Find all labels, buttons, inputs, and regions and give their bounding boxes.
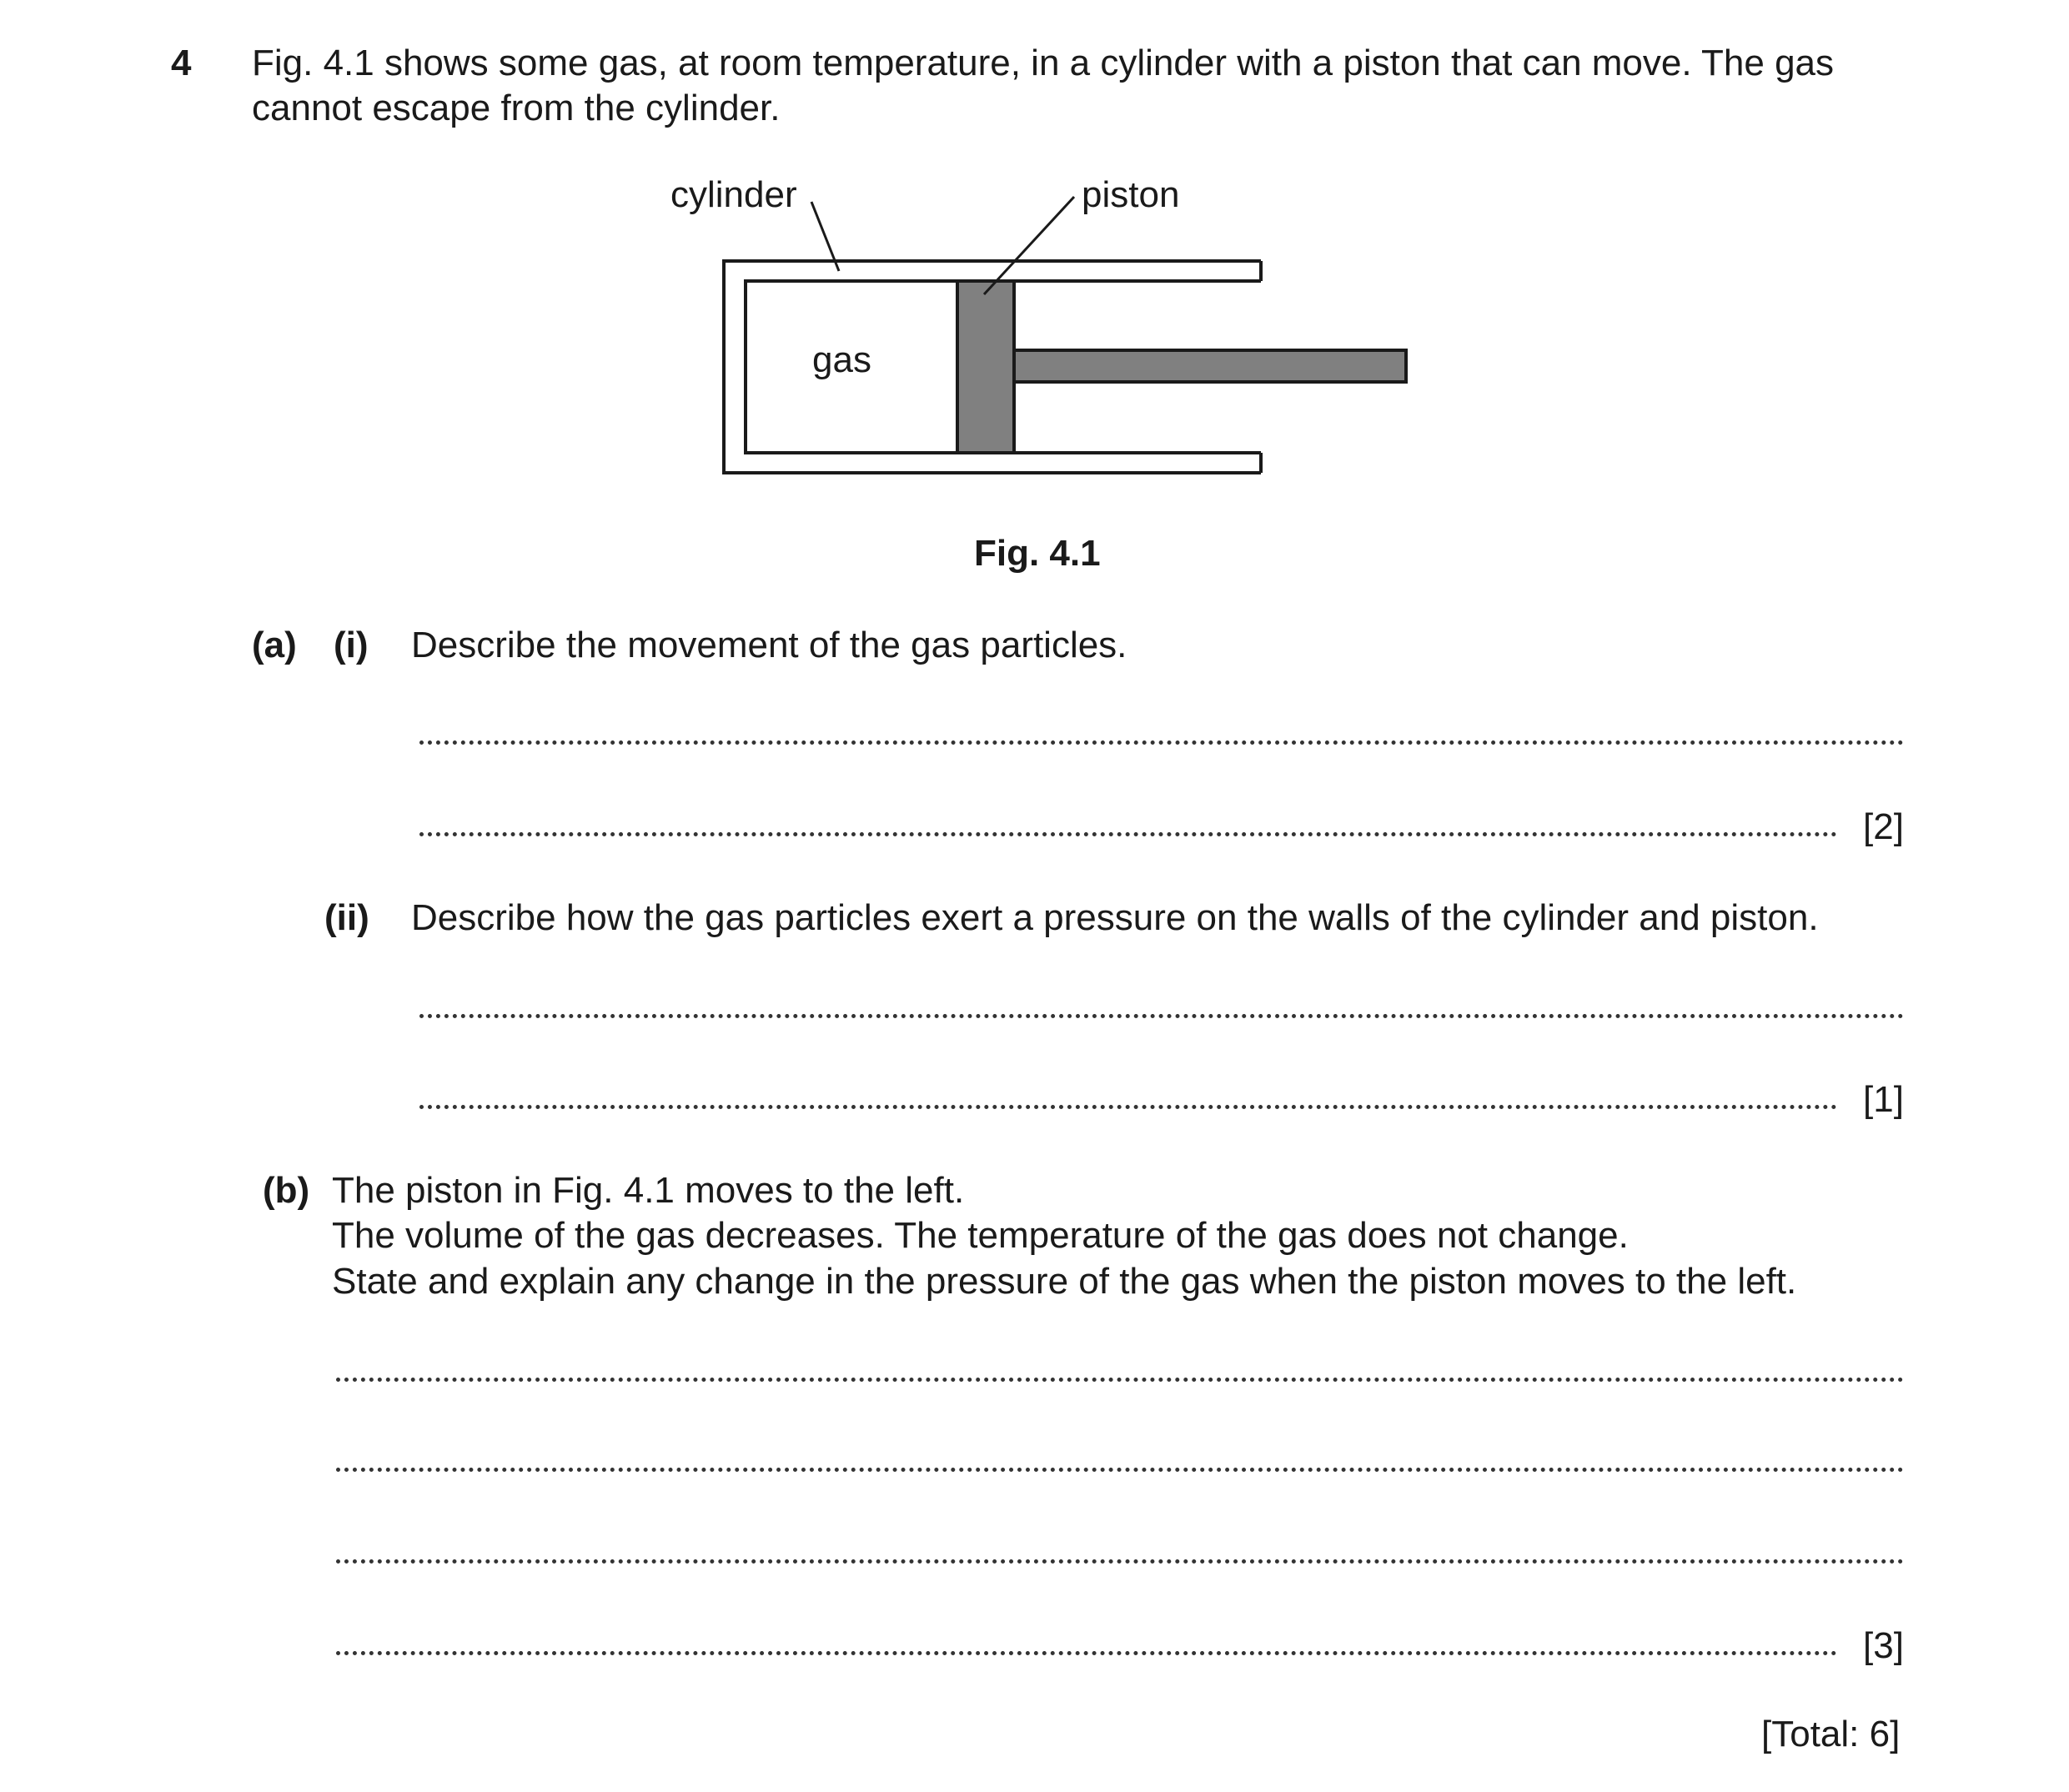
answer-line-b-4[interactable] [336, 1651, 1837, 1655]
question-number: 4 [171, 43, 192, 83]
piston-head [957, 281, 1014, 453]
answer-line-a-i-1[interactable] [419, 740, 1904, 745]
answer-line-b-3[interactable] [336, 1559, 1904, 1564]
part-a-ii-question: Describe how the gas particles exert a pressure on the walls of the cylinder and piston. [411, 897, 1819, 938]
part-b-line2: The volume of the gas decreases. The temperature of the gas does not change. [332, 1215, 1629, 1256]
marks-a-i: [2] [1863, 806, 1904, 847]
part-b-line3: State and explain any change in the pressure of the gas when the piston moves to the left. [332, 1261, 1797, 1302]
part-a-label: (a) [252, 625, 297, 665]
question-intro-line2: cannot escape from the cylinder. [252, 88, 781, 128]
total-marks: [Total: 6] [1761, 1714, 1901, 1754]
cylinder-piston-diagram [0, 0, 2069, 600]
part-a-i-label: (i) [334, 625, 369, 665]
answer-line-b-2[interactable] [336, 1468, 1904, 1472]
label-gas: gas [812, 339, 871, 380]
answer-line-a-ii-1[interactable] [419, 1014, 1904, 1018]
part-b-line1: The piston in Fig. 4.1 moves to the left. [332, 1170, 965, 1211]
part-b-label: (b) [263, 1170, 310, 1211]
answer-line-a-i-2[interactable] [419, 832, 1837, 836]
label-piston: piston [1082, 174, 1180, 215]
answer-line-b-1[interactable] [336, 1378, 1904, 1382]
piston-rod [1014, 350, 1406, 382]
part-a-i-question: Describe the movement of the gas particles. [411, 625, 1127, 665]
marks-b: [3] [1863, 1625, 1904, 1666]
label-cylinder: cylinder [670, 174, 797, 215]
part-a-ii-label: (ii) [324, 897, 369, 938]
answer-line-a-ii-2[interactable] [419, 1105, 1837, 1109]
question-intro-line1: Fig. 4.1 shows some gas, at room temperature, in a cylinder with a piston that can move. The gas [252, 43, 1835, 83]
marks-a-ii: [1] [1863, 1079, 1904, 1120]
figure-caption: Fig. 4.1 [974, 533, 1101, 574]
